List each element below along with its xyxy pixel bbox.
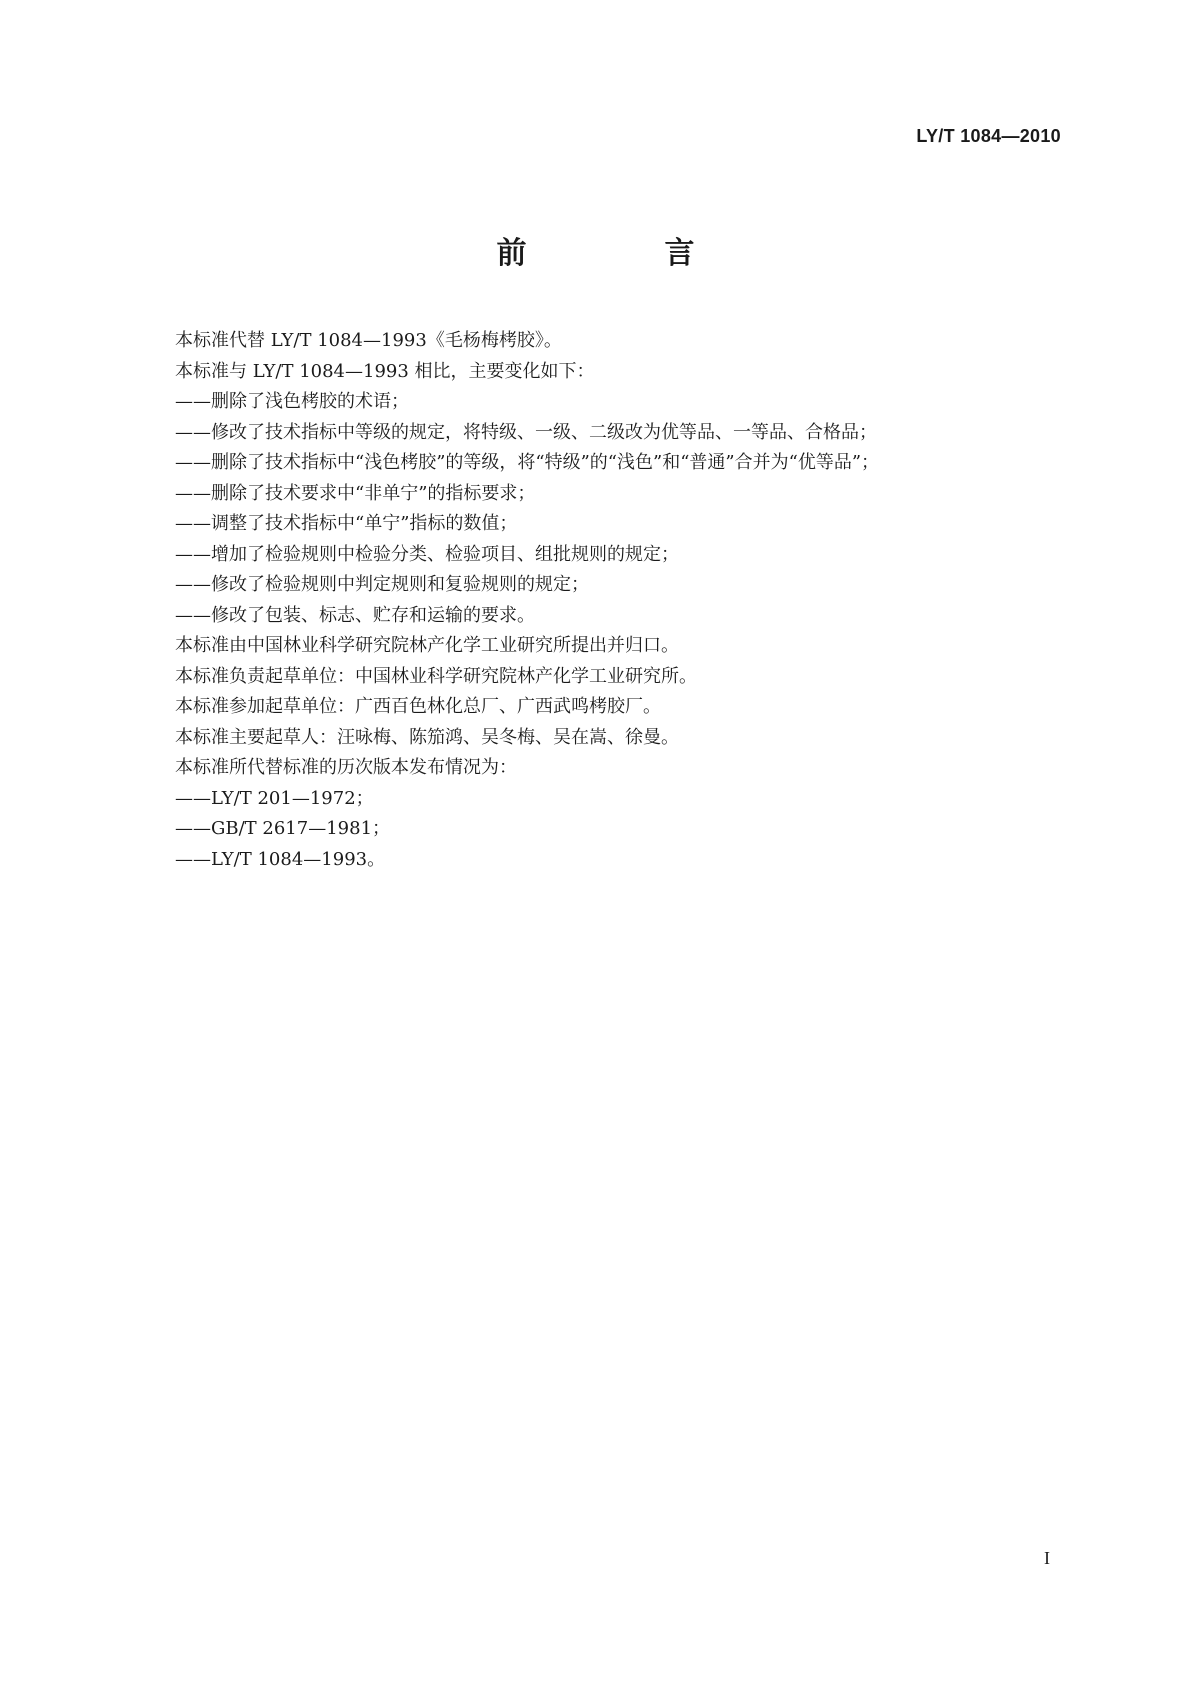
list-item: ——增加了检验规则中检验分类、检验项目、组批规则的规定； bbox=[175, 543, 679, 565]
paragraph: 本标准参加起草单位：广西百色林化总厂、广西武鸣栲胶厂。 bbox=[175, 696, 661, 717]
list-item: ——GB/T 2617—1981； bbox=[175, 818, 391, 839]
paragraph: 本标准负责起草单位：中国林业科学研究院林产化学工业研究所。 bbox=[175, 665, 697, 687]
list-item: ——删除了技术指标中“浅色栲胶”的等级，将“特级”的“浅色”和“普通”合并为“优等品”； bbox=[175, 452, 880, 473]
list-item: ——修改了检验规则中判定规则和复验规则的规定； bbox=[175, 574, 589, 595]
page-number: I bbox=[1044, 1548, 1050, 1568]
paragraph: 本标准所代替标准的历次版本发布情况为： bbox=[175, 757, 517, 778]
list-item: ——删除了技术要求中“非单宁”的指标要求； bbox=[175, 482, 536, 504]
list-item: ——LY/T 1084—1993。 bbox=[175, 848, 386, 870]
foreword-body bbox=[175, 326, 1055, 875]
page-title: 前 言 bbox=[496, 236, 749, 271]
list-item: ——LY/T 201—1972； bbox=[175, 787, 374, 809]
standard-code: LY/T 1084—2010 bbox=[916, 126, 1061, 146]
list-item: ——调整了技术指标中“单宁”指标的数值； bbox=[175, 513, 518, 534]
list-item: ——修改了技术指标中等级的规定，将特级、一级、二级改为优等品、一等品、合格品； bbox=[175, 421, 877, 443]
list-item: ——修改了包装、标志、贮存和运输的要求。 bbox=[175, 604, 535, 626]
paragraph: 本标准代替 LY/T 1084—1993《毛杨梅栲胶》。 bbox=[175, 330, 562, 351]
paragraph: 本标准主要起草人：汪咏梅、陈笳鸿、吴冬梅、吴在嵩、徐曼。 bbox=[175, 726, 679, 748]
paragraph: 本标准与 LY/T 1084—1993 相比，主要变化如下： bbox=[175, 360, 595, 382]
list-item: ——删除了浅色栲胶的术语； bbox=[175, 391, 409, 412]
paragraph: 本标准由中国林业科学研究院林产化学工业研究所提出并归口。 bbox=[175, 635, 679, 656]
